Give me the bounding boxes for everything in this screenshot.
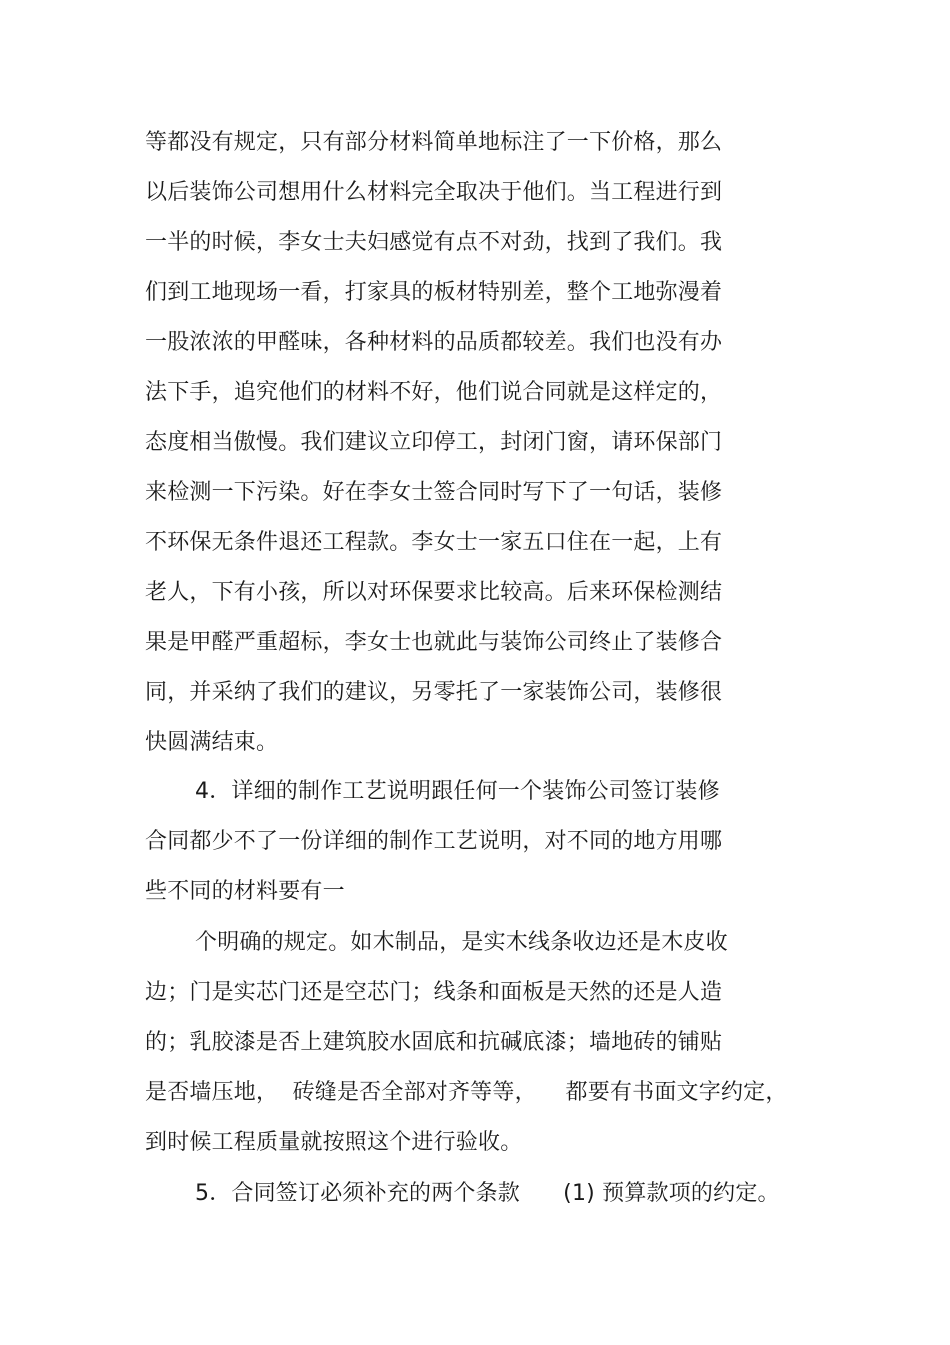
paragraph-line: 态度相当傲慢。我们建议立印停工，封闭门窗，请环保部门 — [145, 430, 723, 455]
paragraph-line: 一半的时候，李女士夫妇感觉有点不对劲，找到了我们。我 — [145, 230, 723, 255]
paragraph-line: 果是甲醛严重超标，李女士也就此与装饰公司终止了装修合 — [145, 630, 723, 655]
paragraph-line: 边；门是实芯门还是空芯门；线条和面板是天然的还是人造 — [145, 980, 723, 1005]
paragraph-line: 合同都少不了一份详细的制作工艺说明，对不同的地方用哪 — [145, 829, 723, 854]
paragraph-line: 些不同的材料要有一 — [145, 879, 345, 904]
paragraph-line: 以后装饰公司想用什么材料完全取决于他们。当工程进行到 — [145, 180, 723, 205]
paragraph-line: 一股浓浓的甲醛味，各种材料的品质都较差。我们也没有办 — [145, 330, 723, 355]
paragraph-line: 同，并采纳了我们的建议，另零托了一家装饰公司，装修很 — [145, 680, 723, 705]
paragraph-line: 的；乳胶漆是否上建筑胶水固底和抗碱底漆；墙地砖的铺贴 — [145, 1030, 723, 1055]
paragraph-line: 不环保无条件退还工程款。李女士一家五口住在一起，上有 — [145, 530, 723, 555]
paragraph-line: 来检测一下污染。好在李女士签合同时写下了一句话，装修 — [145, 480, 723, 505]
paragraph-line: 等都没有规定，只有部分材料简单地标注了一下价格，那么 — [145, 130, 723, 155]
paragraph-line: 到时候工程质量就按照这个进行验收。 — [145, 1130, 523, 1155]
paragraph-line: 法下手，追究他们的材料不好，他们说合同就是这样定的， — [145, 380, 723, 405]
paragraph-line: 个明确的规定。如木制品，是实木线条收边还是木皮收 — [195, 930, 728, 955]
section-heading-4: 4．详细的制作工艺说明跟任何一个装饰公司签订装修 — [195, 779, 720, 804]
paragraph-line: 快圆满结束。 — [145, 730, 279, 755]
paragraph-line: 老人，下有小孩，所以对环保要求比较高。后来环保检测结 — [145, 580, 723, 605]
paragraph-line: 们到工地现场一看，打家具的板材特别差，整个工地弥漫着 — [145, 280, 723, 305]
section-heading-5: 5．合同签订必须补充的两个条款 (1) 预算款项的约定。 — [195, 1181, 780, 1206]
paragraph-line: 是否墙压地， 砖缝是否全部对齐等等， 都要有书面文字约定， — [145, 1080, 788, 1105]
